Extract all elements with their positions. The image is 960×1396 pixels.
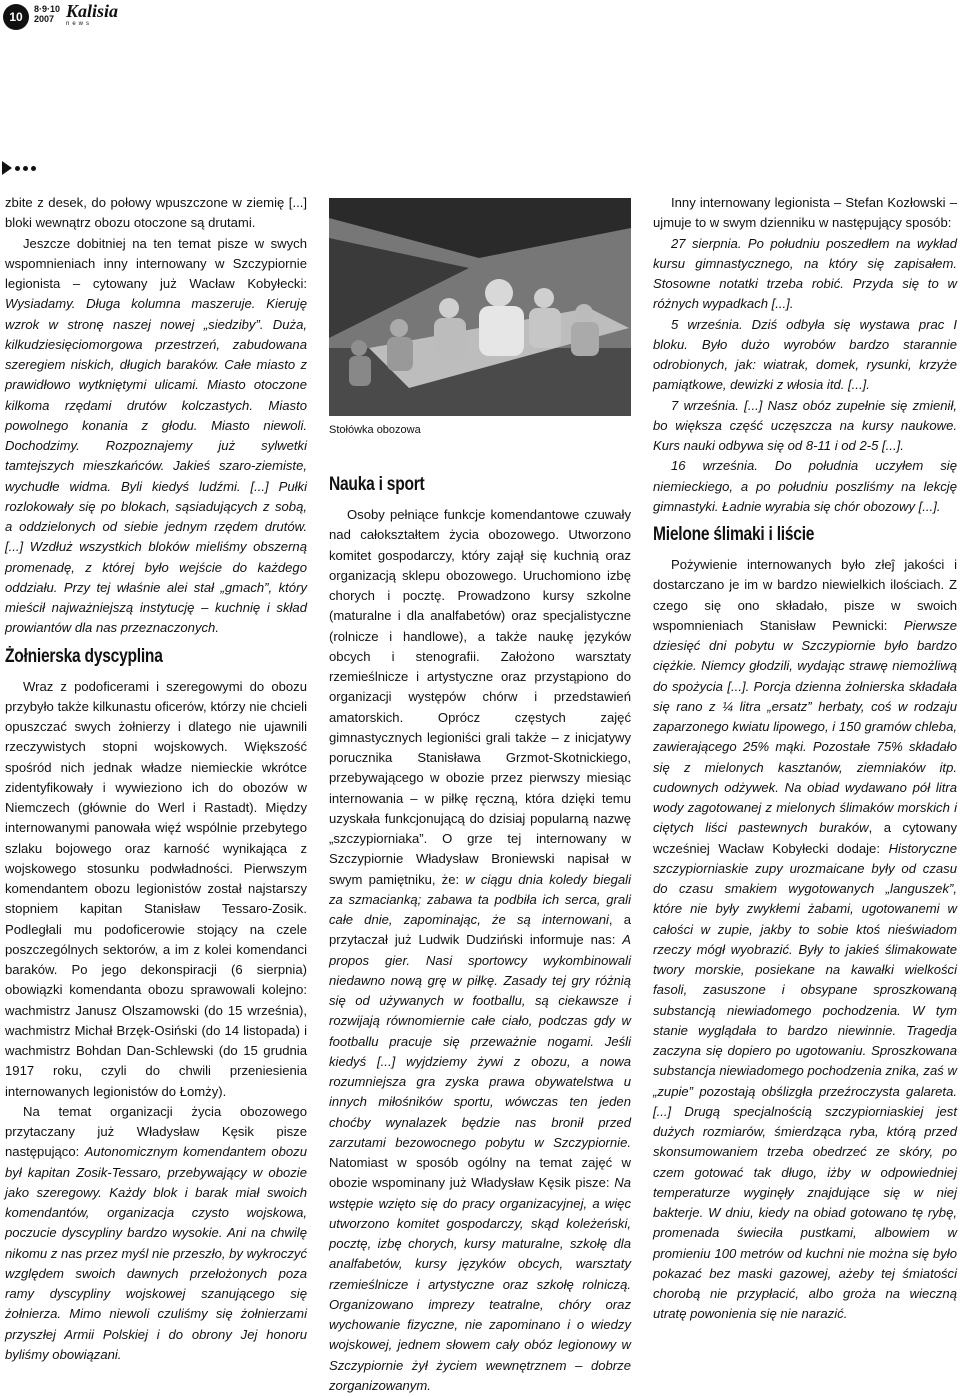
paragraph xyxy=(5,234,307,639)
article-column-2 xyxy=(329,473,631,1396)
article-column-1 xyxy=(5,193,307,1365)
quote-run: Pierwsze dziesięć dni pobytu w Szczypiornie było bardzo ciężkie. Niemcy głodzili, wydając strawę niemożliwą do spożycia [...]. Porcja dzienna żołnierska składała się rano z ¼ litra „ersatz” herbaty, coś w rodzaju zaparzonego kwiatu lipowego, i 150 gramów chleba, zawierającego 25% mąki. Pozostałe 75% składało się z mielonych kasztanów, ziemniaków itp. cudownych odżywek. Na obiad wydawano pół litra wody zagotowanej z mielonych ślimaków morskich i ciętych liści pastewnych buraków xyxy=(653,617,957,836)
article-column-3 xyxy=(653,193,957,1325)
issue-date xyxy=(34,4,60,24)
diary-entry: 7 września. [...] Nasz obóz zupełnie się zmienił, bo większa część uczęszcza na kursy naukowe. Kurs nauki odbywa się od 8-11 i od 2-5 [...]. xyxy=(653,397,957,453)
paragraph xyxy=(329,505,631,1396)
photo-illustration xyxy=(329,198,631,416)
text-run: , a przytaczał już Ludwik Dudziński informuje nas: xyxy=(329,912,631,948)
text-run: Pożywienie internowanych było złeĵ jakości i dostarczano je im w bardzo niewielkich ilościach. Z czego się ono składało, pisze w swoich wspomnieniach Stanisław Pewnicki: xyxy=(653,557,957,633)
text-run: Osoby pełniące funkcje komendantowe czuwały nad całokształtem życia obozowego. Utworzono komitet gospodarczy, który zajął się kuchnią oraz organizacją sklepu obozowego. Uruchomiono izbę chorych i pocztę. Prowadzono kursy szkolne (maturalne i dla analfabetów) oraz specjalistyczne (rolnicze i handlowe), a także naukę języków obcych i stenografii. Założono warsztaty rzemieślnicze i artystyczne oraz przystąpiono do organizacji występów chórw i przedstawień amatorskich. Oprócz częstych zajęć gimnastycznych legioniści grali także – z inicjatywy porucznika Stanisława Grzmot-Skotnickiego, przebywającego w obozie przez pierwszy miesiąc internowania – w piłkę ręczną, która dzięki temu uzyskała funkcjonującą do dzisiaj popularną nazwę „szczypiorniaka”. O grze tej internowany w Szczypiornie Władysław Broniewski napisał w swym pamiętniku, że: xyxy=(329,507,631,887)
continuation-marker-icon xyxy=(2,161,36,175)
paragraph: zbite z desek, do połowy wpuszczone w ziemię [...] bloki wewnątrz obozu otoczone są drutami. xyxy=(5,195,307,231)
diary-entry: 16 września. Do południa uczyłem się niemieckiego, a po południu poszliśmy na lekcję gimnastyki. Ładnie wyrabia się chór obozowy [...]. xyxy=(653,458,957,514)
text-run: Jeszcze dobitniej na ten temat pisze w swych wspomnieniach inny internowany w Szczypiornie legionista – cytowany już Wacław Kobyłecki: xyxy=(5,235,307,291)
paragraph xyxy=(653,555,957,1325)
issue-days: 8·9·10 xyxy=(34,4,61,14)
diary-entry: 5 września. Dziś odbyła się wystawa prac I bloku. Było dużo wyrobów bardzo starannie odrobionych, jak: wiatrak, domek, rysunki, krzyże pamiątkowe, dewizki z włosia itd. [...]. xyxy=(653,316,957,393)
section-heading: Żołnierska dyscyplina xyxy=(5,645,163,667)
quote-run: Na wstępie wzięto się do pracy organizacyjnej, a więc utworzono komitet gospodarczy, skąd koleżeński, pocztę, izbę chorych, kursy maturalne, szkołę dla analfabetów, kursy języków obcych, warsztaty rzemieślnicze i artystyczne oraz szkołę rolniczą. Organizowano imprezy teatralne, chóry oraz wychowanie fizyczne, nie zapominano i o wiedzy wojskowej, jednem słowem cały obóz legionowy w Szczypiornie żył życiem wewnętrznem – dobrze zorganizowanym. xyxy=(329,1175,631,1393)
diary-entry: 27 sierpnia. Po południu poszedłem na wykład kursu gimnastycznego, na który się zapisałem. Stosowne notatki trzeba robić. Przyda się to w różnych wypadkach [...]. xyxy=(653,235,957,312)
masthead-logo xyxy=(66,1,119,32)
logo-title: Kalisia xyxy=(66,1,119,21)
issue-year: 2007 xyxy=(34,14,55,24)
quote-run: Autonomicznym komendantem obozu był kapitan Zosik-Tessaro, przebywający w obozie jako szeregowy. Każdy blok i barak miał swoich komendantów, organizacja czysto wojskowa, poczucie dyscypliny bardzo wysokie. Ani na chwilę nikomu z nas przez myśl nie przeszło, by wykroczyć względem swoich dawnych przełożonych poza ramy dyscypliny wojskowej szanującego się żołnierza. Mimo niewoli czuliśmy się żołnierzami przyszłej Armii Polskiej i do obrony Jej honoru byliśmy obowiązani. xyxy=(5,1144,307,1362)
photo-caption: Stołówka obozowa xyxy=(329,424,421,436)
paragraph xyxy=(5,1102,307,1365)
page-number: 10 xyxy=(3,4,29,30)
section-heading: Mielone ślimaki i liście xyxy=(653,524,815,545)
logo-subtitle: news xyxy=(66,21,93,27)
page-header xyxy=(0,0,960,34)
text-run: Na temat organizacji życia obozowego przytaczany już Władysław Kęsik pisze następująco: xyxy=(5,1103,307,1160)
text-run: , a cytowany wcześniej Wacław Kobyłecki dodaje: xyxy=(653,820,958,856)
paragraph: Wraz z podoficerami i szeregowymi do obozu przybyło także kilkunastu oficerów, którzy nie chcieli opuszczać swych żołnierzy i dlatego nie ujawnili rzeczywistych stopni wojskowych. Większość spośród nich jednak władze niemieckie wkrótce zidentyfikowały i wywieziono ich do obozów w Niemczech (głównie do Werl i Rastadt). Między internowanymi panowała więź wspólnie przebytego szlaku bojowego oraz karność wynikająca z wojskowego stosunku podwładności. Pierwszym komendantem obozu legionistów został najstarszy stopniem kapitan Stanisław Tessaro-Zosik. Podległali mu podoficerowie stojący na czele poszczególnych sektorów, a im z kolei komendanci baraków. Po jego dekonspiracji (6 sierpnia) obowiązki komendanta obozu sprawowali kolejno: wachmistrz Janusz Olszamowski (do 15 września), wachmistrz Michał Brzęk-Osiński (do 14 listopada) i wachmistrz Bohdan Dan-Schlewski (do 15 grudnia 1917 roku, czyli do chwili przeniesienia internowanych legionistów do Łomży). xyxy=(5,678,307,1099)
text-run: Natomiast w sposób ogólny na temat zajęć w obozie wspominany już Władysław Kęsik pisze: xyxy=(329,1155,631,1191)
quote-run: w ciągu dnia koledy biegali za szmacianką; zabawa ta podbiła ich serca, grali całe dnie, zapominając, że są internowani xyxy=(329,871,631,927)
section-heading: Nauka i sport xyxy=(329,474,425,495)
quote-run: A propos gier. Nasi sportowcy wykombinowali niedawno nową grę w piłkę. Zasady tej gry różnią się od używanych w footballu, są ciekawsze i rozwijają równomiernie całe ciało, podczas gdy w footballu pracuje się przeważnie nogami. Jeśli kiedyś [...] wyjdziemy żywi z obozu, a nowa rozumniejsza gra zyska prawa obywatelstwa u innych miłośników sportu, wówczas ten jeden choćby wynalazek będzie nas bronił przed zarzutami bezowocnego pobytu w Szczypiornie. xyxy=(329,932,631,1150)
quote-run: Wysiadamy. Długa kolumna maszeruje. Kieruję wzrok w stronę naszej nowej „siedziby”. Duża, kilkudziesięciomorgowa przestrzeń, zabudowana szeregiem niskich, długich baraków. Całe miasto z prawidłowo wytkniętymi ulicami. Miasto otoczone kilkoma rzędami drutów kolczastych. Miasto powolnego konania z głodu. Miasto niewoli. Dochodzimy. Rozpoznajemy już sylwetki tamtejszych mieszkańców. Jakieś szaro-ziemiste, wychudłe widma. Byli kiedyś ludźmi. [...] Pułki rozlokowały się po blokach, sąsiadujących z sobą, a oddzielonych od siebie jednym rzędem drutów. [...] Wzdłuż wszystkich bloków mieliśmy obszerną promenadę, z której było wejście do każdego oddziału. Przy tej właśnie alei stał „gmach”, który mieścił najważniejszą instytucję – kuchnię i skład prowiantów dla nas przeznaczonych. xyxy=(5,296,307,636)
quote-run: Historyczne szczypiorniaskie zupy urozmaicane były od czasu do czasu smakiem wygotowanych „languszek”, które nie były zwykłemi żabami, ugotowanemi w całości w zupie, jakby to sobie ktoś nieświadom rzeczy mógł wyobrazić. Były to jakieś ślimakowate twory morskie, posiekane na kawałki wielkości fasoli, zasuszone i obsypane sproszkowaną substancją niewiadomego pochodzenia. W tym stanie wyglądała to bardzo niewinnie. Tragedja zaczyna się dopiero po ugotowaniu. Sproszkowana substancja niewiadomego pochodzenia znika, zaś w „zupie” pozostają obślizgła przeźroczysta galareta. [...] Drugą specjalnością szczypiorniaskiej jest dużych rozmiarów, śmierdząca ryba, którą przed skonsumowaniem trzeba obedrzeć ze skóry, po czem gotować tak długo, iżby w odpowiedniej temperaturze wyginęły znajdujące się w niej bakterje. W dniu, kiedy na obiad gotowano tę rybę, promenada świeciła pustkami, albowiem w promieniu 100 metrów od kuchni nie można się było pokazać bez maski gazowej, ażeby tej śmiatości chorobą nie przypłacić, albo groża na wieczną utratę powonienia się nie narazić. xyxy=(653,840,957,1322)
paragraph: Inny internowany legionista – Stefan Kozłowski – ujmuje to w swym dzienniku w następujący sposób: xyxy=(653,195,957,231)
archive-photo xyxy=(329,198,631,416)
